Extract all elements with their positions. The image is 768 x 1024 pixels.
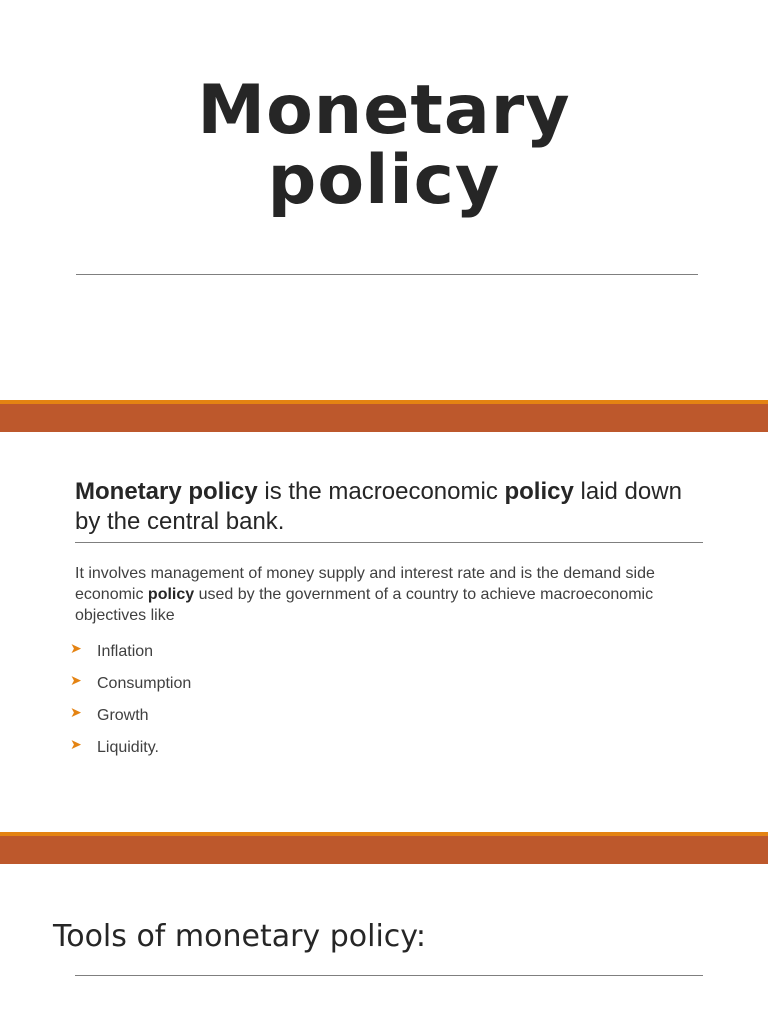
list-item [70, 668, 191, 700]
body-text-1: It involves management of money supply and interest rate and is the demand side economic [75, 565, 655, 603]
list-item-label: Growth [97, 707, 149, 724]
list-item-label: Liquidity. [97, 739, 159, 756]
list-item-label: Inflation [97, 643, 154, 660]
definition-body [75, 563, 695, 626]
heading-divider [75, 542, 703, 543]
body-text-2: used by the government of a country to achieve macroeconomic objectives like [75, 586, 654, 624]
heading-bold-policy: policy [188, 478, 258, 505]
slide-separator-band [0, 832, 768, 864]
list-item-label: Consumption [97, 675, 192, 692]
tools-heading: Tools of monetary policy: [53, 919, 426, 954]
objectives-list [70, 636, 191, 764]
arrowhead-icon: ➤ [70, 639, 82, 656]
heading-bold-policy-2: policy [504, 478, 574, 505]
tools-divider [75, 975, 703, 976]
slide-separator-band [0, 400, 768, 432]
arrowhead-icon: ➤ [70, 703, 82, 720]
title-divider [76, 274, 698, 275]
slide-title-heading [0, 71, 768, 220]
list-item [70, 700, 191, 732]
slide-definition [0, 432, 768, 832]
list-item [70, 732, 191, 764]
slide-title [0, 0, 768, 400]
body-bold-policy: policy [147, 586, 195, 603]
heading-bold-monetary: Monetary [75, 478, 189, 505]
title-line-2: policy [267, 141, 501, 220]
heading-text: is the macroeconomic [257, 478, 505, 505]
slide-tools [0, 864, 768, 1024]
arrowhead-icon: ➤ [70, 671, 82, 688]
definition-heading [75, 477, 695, 537]
arrowhead-icon: ➤ [70, 735, 82, 752]
heading-text-end: laid down by the central bank. [75, 478, 682, 535]
list-item [70, 636, 191, 668]
title-line-1: Monetary [197, 71, 571, 150]
